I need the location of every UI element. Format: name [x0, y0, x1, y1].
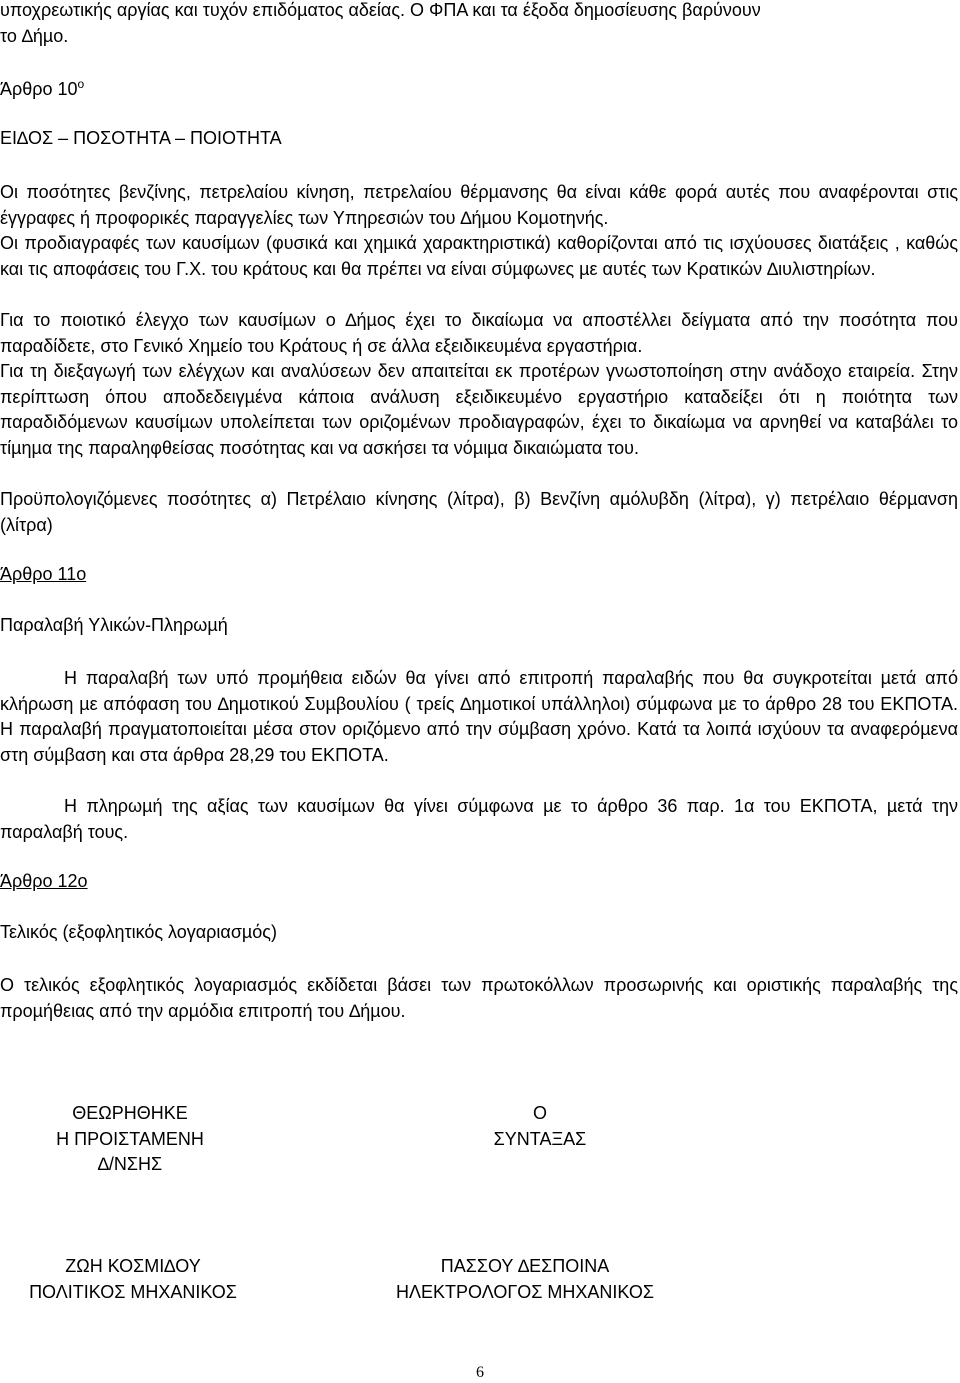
signature-right-title: ΗΛΕΚΤΡΟΛΟΓΟΣ ΜΗΧΑΝΙΚΟΣ — [396, 1281, 654, 1302]
article-12-subtitle: Τελικός (εξοφλητικός λογαριασµός) — [0, 922, 277, 942]
signature-right-block — [430, 1101, 650, 1152]
signature-left-line-1: ΘΕΩΡΗΘΗΚΕ — [72, 1103, 188, 1123]
signature-right-name: ΠΑΣΣΟΥ ∆ΕΣΠΟΙΝΑ — [440, 1256, 610, 1276]
carryover-line-1: υποχρεωτικής αργίας και τυχόν επιδόµατος αδείας. Ο ΦΠΑ και τα έξοδα δηµοσίευσης βαρύνουν — [0, 0, 761, 20]
signature-right-line-2: ΣΥΝΤΑΞΑΣ — [493, 1128, 587, 1149]
signature-left-line-3: ∆/ΝΣΗΣ — [97, 1154, 163, 1175]
article-10-heading: Άρθρο $10^o$ — [0, 77, 85, 99]
signature-right-line-1: Ο — [532, 1103, 547, 1123]
signature-right-name-block — [355, 1254, 695, 1305]
article-10-paragraph-3: Για το ποιοτικό έλεγχο των καυσίµων ο ∆ήµος έχει το δικαίωµα να αποστέλλει δείγµατα από την ποσότητα που παραδίδετε, στο Γενικό Χηµείο του Κράτους ή σε άλλα εξειδικευµένα εργαστήρια. — [0, 310, 958, 356]
article-10-paragraph-2: Οι προδιαγραφές των καυσίµων (φυσικά και χηµικά χαρακτηριστικά) καθορίζονται από τις ισχύουσες διατάξεις , καθώς και τις αποφάσεις του Γ.Χ. του κράτους και θα πρέπει να είναι σύµφωνες µε αυτές των Κρατικών ∆ιυλιστηρίων. — [0, 233, 958, 279]
article-10-paragraph-1: Οι ποσότητες βενζίνης, πετρελαίου κίνηση, πετρελαίου θέρµανσης θα είναι κάθε φορά αυτές που αναφέρονται στις έγγραφες ή προφορικές παραγγελίες των Υπηρεσιών του ∆ήµου Κοµοτηνής. — [0, 182, 958, 228]
carryover-line-2: το ∆ήµο. — [0, 26, 69, 46]
article-11-paragraph-1: Η παραλαβή των υπό προµήθεια ειδών θα γίνει από επιτροπή παραλαβής που θα συγκροτείται µετά από κλήρωση µε απόφαση του ∆ηµοτικού Συµβουλίου ( τρείς ∆ηµοτικοί υπάλληλοι) σύµφωνα µε το άρθρο 28 του ΕΚΠΟΤΑ. Η παραλαβή πραγµατοποιείται µέσα στον οριζόµενο από την σύµβαση χρόνο. Κατά τα λοιπά ισχύουν τα αναφερόµενα στη σύµβαση και στα άρθρα 28,29 του ΕΚΠΟΤΑ. — [0, 668, 958, 765]
article-11-paragraph-2: Η πληρωµή της αξίας των καυσίµων θα γίνει σύµφωνα µε το άρθρο 36 παρ. 1α του ΕΚΠΟΤΑ, µετά την παραλαβή τους. — [0, 796, 958, 842]
signature-left-block — [20, 1101, 240, 1178]
article-11-heading: Άρθρο 11ο — [0, 564, 87, 584]
signature-left-title: ΠΟΛΙΤΙΚΟΣ ΜΗΧΑΝΙΚΟΣ — [29, 1281, 237, 1302]
article-10-subtitle: ΕΙ∆ΟΣ – ΠΟΣΟΤΗΤΑ – ΠΟΙΟΤΗΤΑ — [0, 128, 282, 148]
article-12-heading: Άρθρο 12ο — [0, 871, 88, 891]
article-12-paragraph-1: Ο τελικός εξοφλητικός λογαριασµός εκδίδεται βάσει των πρωτοκόλλων προσωρινής και οριστικής παραλαβής της προµήθειας από την αρµόδια επιτροπή του ∆ήµου. — [0, 975, 958, 1021]
signature-left-name: ΖΩΗ ΚΟΣΜΙ∆ΟΥ — [65, 1256, 201, 1276]
signature-left-name-block — [0, 1254, 266, 1305]
article-10-paragraph-5: Προϋπολογιζόµενες ποσότητες α) Πετρέλαιο κίνησης (λίτρα), β) Βενζίνη αµόλυβδη (λίτρα), γ) πετρέλαιο θέρµανση (λίτρα) — [0, 489, 958, 535]
article-11-subtitle: Παραλαβή Υλικών-Πληρωµή — [0, 615, 228, 635]
article-10-paragraph-4: Για τη διεξαγωγή των ελέγχων και αναλύσεων δεν απαιτείται εκ προτέρων γνωστοποίηση στην ανάδοχο εταιρεία. Στην περίπτωση όπου αποδεδειγµένα κάποια ανάλυση εξειδικευµένο εργαστήριο καταδείξει ότι η ποιότητα των παραδιδόµενων καυσίµων υπολείπεται των οριζοµένων προδιαγραφών, έχει το δικαίωµα να αρνηθεί να καταβάλει το τίµηµα της παραληφθείσας ποσότητας και να ασκήσει τα νόµιµα δικαιώµατα του. — [0, 361, 958, 458]
signature-left-line-2: Η ΠΡΟΙΣΤΑΜΕΝΗ — [56, 1128, 204, 1149]
page-number: 6 — [476, 1364, 484, 1381]
